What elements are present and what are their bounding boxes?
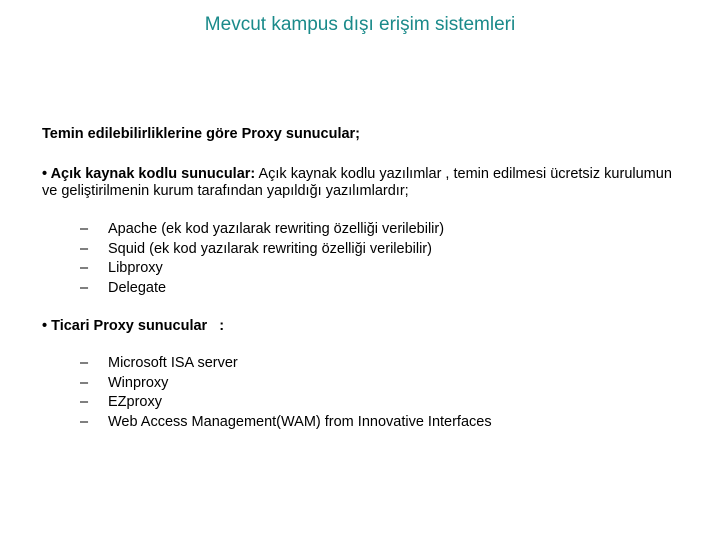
dash-bullet: –	[80, 260, 89, 276]
proxy-heading: Temin edilebilirliklerine göre Proxy sunucular;	[42, 126, 361, 142]
open-source-description: Açık kaynak kodlu yazılımlar , temin edilmesi ücretsiz kurulumun ve geliştirilmenin kurum tarafından yapıldığı yazılımlardır;	[42, 166, 672, 199]
dash-bullet: –	[80, 240, 89, 257]
list-item-text: Microsoft ISA server	[108, 355, 238, 371]
list-item	[80, 259, 444, 279]
list-item-text: Apache (ek kod yazılarak rewriting özelliği verilebilir)	[108, 221, 445, 237]
list-item-text: EZproxy	[108, 394, 162, 410]
slide-title: Mevcut kampus dışı erişim sistemleri	[204, 14, 516, 35]
dash-bullet: –	[80, 413, 89, 430]
list-item-text: Libproxy	[108, 260, 163, 276]
commercial-lead: • Ticari Proxy sunucular :	[42, 318, 225, 334]
list-item	[80, 240, 444, 260]
list-item	[80, 220, 444, 240]
list-item	[80, 354, 492, 374]
dash-bullet: –	[80, 279, 89, 296]
open-source-lead: • Açık kaynak kodlu sunucular:	[42, 166, 256, 182]
dash-bullet: –	[80, 355, 89, 371]
dash-bullet: –	[80, 221, 89, 237]
list-item	[80, 393, 492, 413]
open-source-list	[80, 220, 444, 298]
list-item	[80, 413, 492, 433]
dash-bullet: –	[80, 394, 89, 410]
list-item-text: Web Access Management(WAM) from Innovative Interfaces	[108, 413, 492, 430]
list-item-text: Winproxy	[108, 374, 169, 391]
dash-bullet: –	[80, 374, 89, 391]
list-item-text: Delegate	[108, 279, 167, 296]
list-item-text: Squid (ek kod yazılarak rewriting özelliği verilebilir)	[108, 240, 432, 257]
list-item	[80, 279, 444, 299]
commercial-list	[80, 354, 492, 432]
open-source-section	[42, 166, 682, 200]
list-item	[80, 374, 492, 394]
